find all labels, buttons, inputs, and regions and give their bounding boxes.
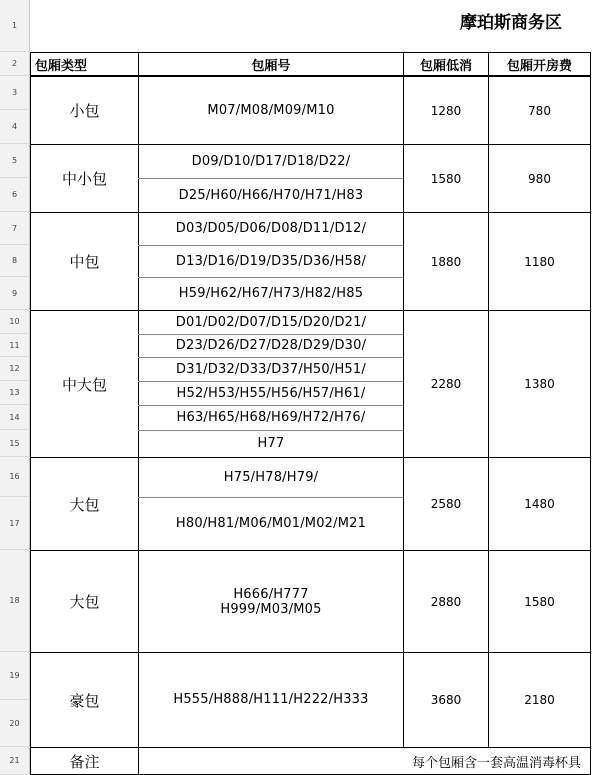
room-fee-cell: 2180 (488, 652, 591, 748)
right-border (590, 52, 591, 775)
sheet-title: 摩珀斯商务区 (460, 13, 562, 33)
row-number: 8 (0, 245, 30, 277)
row-number: 4 (0, 110, 30, 144)
room-line-divider (138, 405, 403, 406)
row-number: 14 (0, 405, 30, 430)
min-charge-cell: 1280 (403, 76, 489, 145)
row-number: 9 (0, 277, 30, 310)
row-number: 15 (0, 430, 30, 457)
row-number: 17 (0, 497, 30, 550)
row-number: 18 (0, 550, 30, 652)
room-number-line: H77 (257, 436, 285, 451)
row-number: 13 (0, 381, 30, 405)
room-line-divider (138, 245, 403, 246)
room-fee-cell: 780 (488, 76, 591, 145)
header-min-charge: 包厢低消 (403, 52, 489, 76)
room-number-line: M07/M08/M09/M10 (207, 102, 335, 118)
row-number: 16 (0, 457, 30, 497)
room-number-line: D25/H60/H66/H70/H71/H83 (178, 187, 364, 203)
room-type-cell: 中大包 (30, 310, 139, 458)
row-number: 7 (0, 212, 30, 245)
header-room-type: 包厢类型 (30, 52, 139, 76)
row-number: 10 (0, 310, 30, 334)
room-number-line: D01/D02/D07/D15/D20/D21/ (175, 314, 367, 330)
room-number-line: D23/D26/D27/D28/D29/D30/ (175, 338, 367, 353)
room-number-line: H63/H65/H68/H69/H72/H76/ (176, 410, 366, 425)
room-numbers-cell (138, 550, 404, 653)
room-number-line: D31/D32/D33/D37/H50/H51/ (176, 361, 366, 377)
min-charge-cell: 2580 (403, 457, 489, 551)
min-charge-cell: 1880 (403, 212, 489, 311)
room-line-divider (138, 497, 403, 498)
room-type-cell: 中小包 (30, 144, 139, 213)
row-number: 11 (0, 334, 30, 357)
row-number: 3 (0, 76, 30, 110)
room-fee-cell: 1580 (488, 550, 591, 653)
room-line-divider (138, 277, 403, 278)
room-line-divider (138, 357, 403, 358)
room-number-line: H666/H777 (233, 586, 309, 602)
room-type-cell: 小包 (30, 76, 139, 145)
room-fee-cell: 1380 (488, 310, 591, 458)
room-line-divider (138, 334, 403, 335)
header-room-fee: 包厢开房费 (488, 52, 591, 76)
row-number: 6 (0, 178, 30, 212)
room-type-cell: 中包 (30, 212, 139, 311)
row-number: 12 (0, 357, 30, 381)
room-line-divider (138, 381, 403, 382)
remark-label: 备注 (30, 747, 139, 775)
row-number: 5 (0, 144, 30, 178)
room-fee-cell: 980 (488, 144, 591, 213)
min-charge-cell: 2280 (403, 310, 489, 458)
room-number-line: H75/H78/H79/ (223, 469, 319, 485)
min-charge-cell: 3680 (403, 652, 489, 748)
room-number-line: H80/H81/M06/M01/M02/M21 (175, 516, 367, 531)
room-type-cell: 豪包 (30, 652, 139, 748)
room-number-line: H52/H53/H55/H56/H57/H61/ (176, 385, 366, 401)
header-room-numbers: 包厢号 (138, 52, 404, 76)
row-number: 1 (0, 0, 30, 52)
row-number: 21 (0, 747, 30, 775)
row-number: 2 (0, 52, 30, 76)
room-number-line: H999/M03/M05 (220, 601, 322, 617)
room-number-line: D09/D10/D17/D18/D22/ (191, 153, 351, 169)
room-number-line: H59/H62/H67/H73/H82/H85 (178, 286, 364, 301)
room-number-line: D03/D05/D06/D08/D11/D12/ (175, 221, 367, 236)
row-number: 20 (0, 700, 30, 747)
room-type-cell: 大包 (30, 550, 139, 653)
room-number-line: H555/H888/H111/H222/H333 (173, 692, 369, 707)
room-line-divider (138, 430, 403, 431)
min-charge-cell: 2880 (403, 550, 489, 653)
room-number-line: D13/D16/D19/D35/D36/H58/ (175, 253, 367, 269)
room-line-divider (138, 178, 403, 179)
room-fee-cell: 1480 (488, 457, 591, 551)
room-type-cell: 大包 (30, 457, 139, 551)
row-number: 19 (0, 652, 30, 700)
min-charge-cell: 1580 (403, 144, 489, 213)
remark-text: 每个包厢含一套高温消毒杯具 (412, 756, 582, 771)
room-fee-cell: 1180 (488, 212, 591, 311)
